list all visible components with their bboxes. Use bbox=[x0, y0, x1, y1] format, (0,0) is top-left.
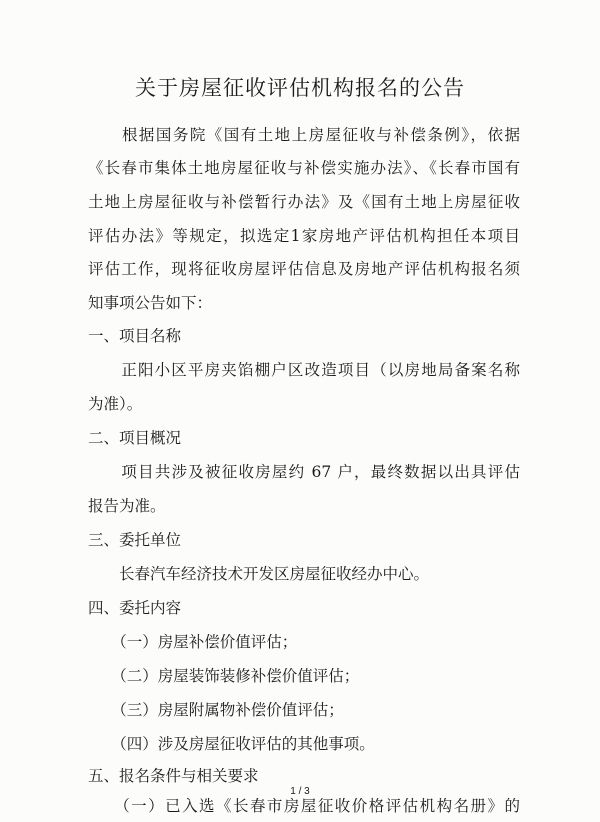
section-heading: 五、报名条件与相关要求 bbox=[88, 767, 259, 785]
document-title: 关于房屋征收评估机构报名的公告 bbox=[135, 76, 465, 100]
section-heading: 三、委托单位 bbox=[88, 531, 182, 549]
intro-line: 评估办法》等规定，拟选定1家房地产评估机构担任本项目 bbox=[88, 227, 520, 245]
intro-line: 知事项公告如下： bbox=[88, 294, 213, 312]
section-body: 长春汽车经济技术开发区房屋征收经办中心。 bbox=[88, 565, 430, 583]
intro-line: 评估工作，现将征收房屋评估信息及房地产评估机构报名须 bbox=[88, 260, 520, 278]
section-body: 项目共涉及被征收房屋约 67 户，最终数据以出具评估 bbox=[88, 463, 520, 481]
list-item: （四）涉及房屋征收评估的其他事项。 bbox=[88, 735, 375, 753]
page-number: 1 / 3 bbox=[290, 786, 310, 797]
section-body: （一）已入选《长春市房屋征收价格评估机构名册》的 bbox=[88, 797, 520, 815]
section-body: 正阳小区平房夹馅棚户区改造项目（以房地局备案名称 bbox=[88, 361, 520, 379]
section-body: 为准）。 bbox=[88, 395, 143, 413]
list-item: （二）房屋装饰装修补偿价值评估； bbox=[88, 667, 360, 685]
section-heading: 二、项目概况 bbox=[88, 429, 182, 447]
list-item: （一）房屋补偿价值评估； bbox=[88, 633, 298, 651]
intro-line: 土地上房屋征收与补偿暂行办法》及《国有土地上房屋征收 bbox=[88, 193, 520, 211]
section-body: 报告为准。 bbox=[88, 497, 166, 515]
section-heading: 一、项目名称 bbox=[88, 327, 182, 345]
intro-line: 《长春市集体土地房屋征收与补偿实施办法》、《长春市国有 bbox=[88, 159, 520, 177]
list-item: （三）房屋附属物补偿价值评估； bbox=[88, 701, 344, 719]
intro-line: 根据国务院《国有土地上房屋征收与补偿条例》，依据 bbox=[88, 126, 520, 144]
section-heading: 四、委托内容 bbox=[88, 599, 182, 617]
